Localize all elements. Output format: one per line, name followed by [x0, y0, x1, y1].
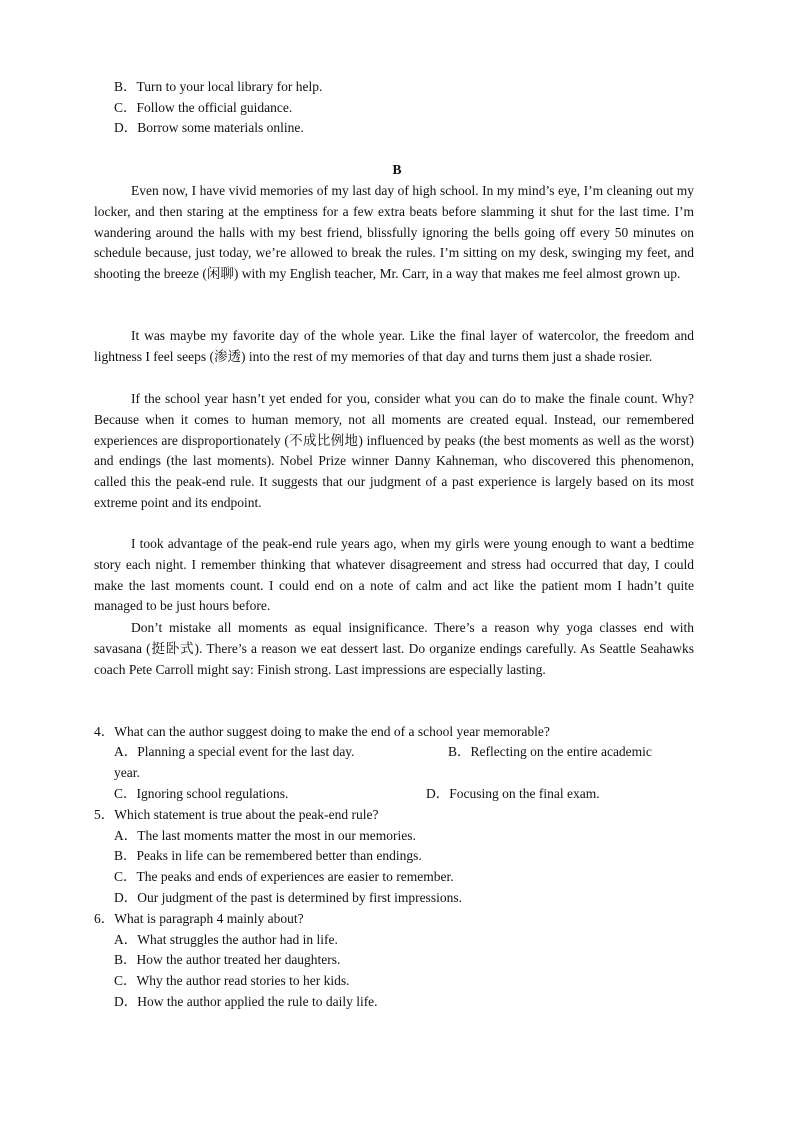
question-4-option-c: C．Ignoring school regulations. [114, 786, 289, 801]
question-4-option-b: B．Reflecting on the entire academic [448, 744, 652, 759]
section-title: B [392, 162, 402, 177]
question-6-option-b: B．How the author treated her daughters. [114, 952, 341, 967]
question-6-stem: 6．What is paragraph 4 mainly about? [94, 911, 304, 926]
passage-paragraph-2: It was maybe my favorite day of the whole year. Like the final layer of watercolor, the freedom and lightness I feel seeps (渗透) into the rest of my memories of that day and turns them just a shade rosier. [94, 328, 694, 364]
prev-option-b: B．Turn to your local library for help. [114, 79, 323, 94]
question-5-option-c: C．The peaks and ends of experiences are easier to remember. [114, 869, 454, 884]
question-6-option-a: A．What struggles the author had in life. [114, 932, 338, 947]
question-4-option-d: D．Focusing on the final exam. [426, 786, 600, 801]
passage-paragraph-4: I took advantage of the peak-end rule years ago, when my girls were young enough to want a bedtime story each night. I remember thinking that whatever disagreement and stress had occurred that day, I could make the last moments count. I could end on a note of calm and act like the patient mom I hadn’t quite managed to be just hours before. [94, 536, 694, 614]
question-4-option-a: A．Planning a special event for the last day. [114, 744, 355, 759]
passage-paragraph-1: Even now, I have vivid memories of my last day of high school. In my mind’s eye, I’m cleaning out my locker, and then staring at the emptiness for a few extra beats before slamming it shut for the last time. I’m wandering around the halls with my best friend, blissfully ignoring the bells going off every 50 minutes on schedule because, just today, we’re allowed to break the rules. I’m sitting on my desk, swinging my feet, and shooting the breeze (闲聊) with my English teacher, Mr. Carr, in a way that makes me feel almost grown up. [94, 183, 694, 282]
prev-option-c: C．Follow the official guidance. [114, 100, 293, 115]
question-6-option-c: C．Why the author read stories to her kids. [114, 973, 350, 988]
passage-paragraph-5: Don’t mistake all moments as equal insignificance. There’s a reason why yoga classes end with savasana (挺卧式). There’s a reason we eat dessert last. Do organize endings carefully. As Seattle Seahawks coach Pete Carroll might say: Finish strong. Last impressions are especially lasting. [94, 620, 694, 677]
question-5-option-a: A．The last moments matter the most in our memories. [114, 828, 416, 843]
passage-paragraph-3: If the school year hasn’t yet ended for you, consider what you can do to make the finale count. Why? Because when it comes to human memory, not all moments are created equal. Instead, our remembered experiences are disproportionately (不成比例地) influenced by peaks (the best moments as well as the worst) and endings (the last moments). Nobel Prize winner Danny Kahneman, who discovered this phenomenon, called this the peak-end rule. It suggests that our judgment of a past experience is largely based on its most extreme point and its endpoint. [94, 391, 694, 510]
question-5-stem: 5．Which statement is true about the peak-end rule? [94, 807, 379, 822]
question-5-option-d: D．Our judgment of the past is determined by first impressions. [114, 890, 462, 905]
question-4-stem: 4．What can the author suggest doing to make the end of a school year memorable? [94, 724, 550, 739]
question-4-option-b-continued: year. [114, 765, 140, 780]
question-5-option-b: B．Peaks in life can be remembered better than endings. [114, 848, 422, 863]
prev-option-d: D．Borrow some materials online. [114, 120, 304, 135]
question-6-option-d: D．How the author applied the rule to daily life. [114, 994, 378, 1009]
